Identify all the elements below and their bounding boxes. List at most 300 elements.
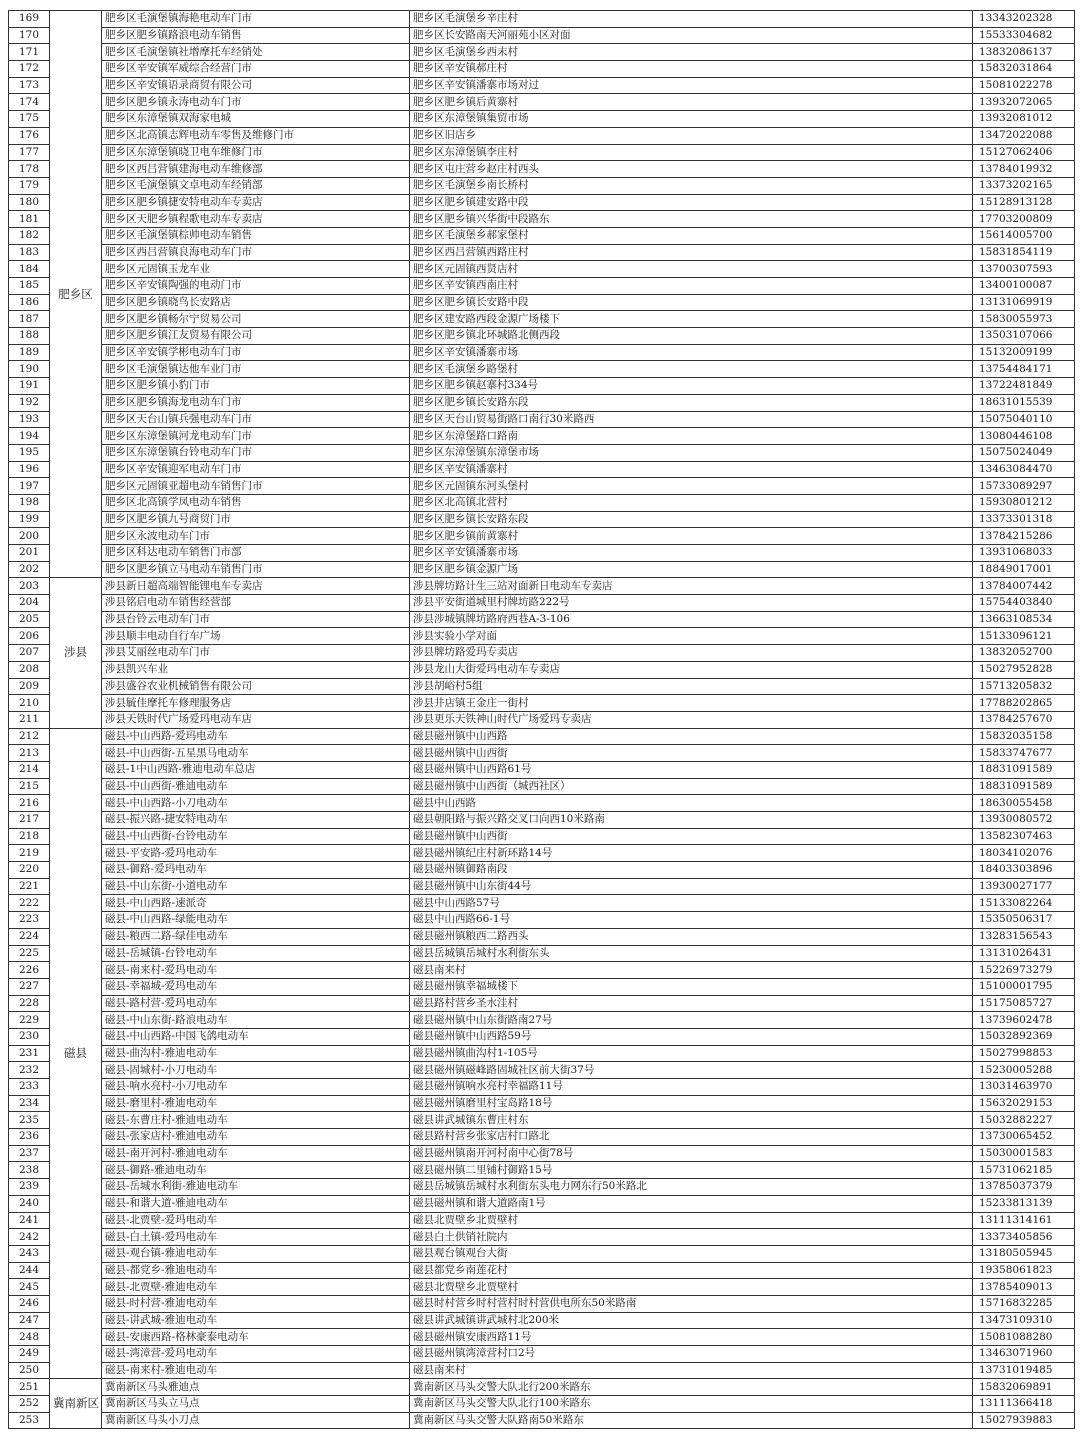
table-row — [9, 311, 1075, 328]
store-address: 磁县磁州镇曲沟村1-105号 — [410, 1045, 973, 1062]
phone-number: 13283156543 — [973, 928, 1075, 945]
store-address: 肥乡区肥乡镇长安路中段 — [410, 294, 973, 311]
table-row — [9, 177, 1075, 194]
store-address: 肥乡区肥乡镇建安路中段 — [410, 194, 973, 211]
table-row — [9, 1145, 1075, 1162]
table-row — [9, 1412, 1075, 1429]
table-row — [9, 545, 1075, 562]
store-address: 肥乡区东漳堡镇李庄村 — [410, 144, 973, 161]
row-number: 245 — [9, 1279, 50, 1296]
phone-number: 13080446108 — [973, 428, 1075, 445]
store-name: 磁县-中山西街-台铃电动车 — [102, 828, 410, 845]
row-number: 176 — [9, 127, 50, 144]
phone-number: 13722481849 — [973, 378, 1075, 395]
store-name: 涉县艾丽丝电动车门市 — [102, 645, 410, 662]
table-row — [9, 144, 1075, 161]
district-cell: 冀南新区 — [50, 1379, 102, 1429]
store-name: 磁县-振兴路-捷安特电动车 — [102, 812, 410, 829]
store-address: 磁县朝阳路与振兴路交叉口向西10米路南 — [410, 812, 973, 829]
store-address: 磁县磁州镇中山东街44号 — [410, 878, 973, 895]
phone-number: 15833747677 — [973, 745, 1075, 762]
store-address: 肥乡区辛安镇郝庄村 — [410, 61, 973, 78]
table-row — [9, 795, 1075, 812]
row-number: 185 — [9, 278, 50, 295]
store-address: 冀南新区马头交警大队路南50米路东 — [410, 1412, 973, 1429]
phone-number: 15832069891 — [973, 1379, 1075, 1396]
row-number: 246 — [9, 1295, 50, 1312]
store-name: 磁县-南来村-爱玛电动车 — [102, 962, 410, 979]
table-row — [9, 344, 1075, 361]
store-address: 肥乡区东漳堡路口路南 — [410, 428, 973, 445]
phone-number: 13373202165 — [973, 177, 1075, 194]
table-row — [9, 411, 1075, 428]
table-row — [9, 194, 1075, 211]
row-number: 232 — [9, 1062, 50, 1079]
table-row — [9, 1179, 1075, 1196]
table-row — [9, 61, 1075, 78]
row-number: 210 — [9, 695, 50, 712]
store-name: 磁县-御路-雅迪电动车 — [102, 1162, 410, 1179]
table-row — [9, 628, 1075, 645]
table-row — [9, 761, 1075, 778]
store-address: 肥乡区辛安镇西南庄村 — [410, 278, 973, 295]
store-address: 磁县北贾壁乡北贾壁村 — [410, 1279, 973, 1296]
row-number: 240 — [9, 1195, 50, 1212]
store-address: 肥乡区肥乡镇前黄寨村 — [410, 528, 973, 545]
table-row — [9, 494, 1075, 511]
phone-number: 15632029153 — [973, 1095, 1075, 1112]
store-address: 磁县观台镇观台大街 — [410, 1245, 973, 1262]
table-row — [9, 778, 1075, 795]
store-name: 肥乡区肥乡镇畅尔宁贸易公司 — [102, 311, 410, 328]
row-number: 244 — [9, 1262, 50, 1279]
row-number: 179 — [9, 177, 50, 194]
district-cell: 肥乡区 — [50, 11, 102, 578]
store-address: 磁县磁州镇中山西街（城西社区） — [410, 778, 973, 795]
store-name: 肥乡区肥乡镇海龙电动车门市 — [102, 394, 410, 411]
row-number: 170 — [9, 27, 50, 44]
store-address: 肥乡区长安路南天河丽苑小区对面 — [410, 27, 973, 44]
phone-number: 13131026431 — [973, 945, 1075, 962]
table-row — [9, 461, 1075, 478]
table-row — [9, 878, 1075, 895]
store-name: 肥乡区辛安镇迎军电动车门市 — [102, 461, 410, 478]
store-name: 磁县-观台镇-雅迪电动车 — [102, 1245, 410, 1262]
table-row — [9, 661, 1075, 678]
table-row — [9, 44, 1075, 61]
store-name: 肥乡区东漳堡镇河龙电动车门市 — [102, 428, 410, 445]
store-address: 肥乡区元固镇东河头堡村 — [410, 478, 973, 495]
row-number: 231 — [9, 1045, 50, 1062]
phone-number: 15533304682 — [973, 27, 1075, 44]
table-row — [9, 1312, 1075, 1329]
table-row — [9, 161, 1075, 178]
store-name: 磁县-中山西路-爱玛电动车 — [102, 728, 410, 745]
store-address: 肥乡区肥乡镇北环城路北侧西段 — [410, 328, 973, 345]
row-number: 178 — [9, 161, 50, 178]
store-name: 磁县-安康西路-格林豪泰电动车 — [102, 1329, 410, 1346]
phone-number: 15830055973 — [973, 311, 1075, 328]
phone-number: 13582307463 — [973, 828, 1075, 845]
row-number: 241 — [9, 1212, 50, 1229]
store-name: 磁县-御路-爱玛电动车 — [102, 862, 410, 879]
store-address: 肥乡区元固镇西贤店村 — [410, 261, 973, 278]
store-name: 肥乡区肥乡镇小豹门市 — [102, 378, 410, 395]
store-name: 磁县-中山西街-五星黑马电动车 — [102, 745, 410, 762]
phone-number: 13463071960 — [973, 1346, 1075, 1363]
row-number: 194 — [9, 428, 50, 445]
store-address: 磁县岳城镇岳城村水利街东头 — [410, 945, 973, 962]
phone-number: 13343202328 — [973, 11, 1075, 28]
phone-number: 15713205832 — [973, 678, 1075, 695]
table-row — [9, 361, 1075, 378]
row-number: 238 — [9, 1162, 50, 1179]
store-name: 磁县-中山西路-速派奇 — [102, 895, 410, 912]
row-number: 196 — [9, 461, 50, 478]
phone-number: 15075024049 — [973, 444, 1075, 461]
table-row — [9, 595, 1075, 612]
table-row — [9, 1028, 1075, 1045]
phone-number: 18831091589 — [973, 761, 1075, 778]
row-number: 175 — [9, 111, 50, 128]
store-name: 肥乡区毛演堡镇棕帅电动车销售 — [102, 227, 410, 244]
phone-number: 18034102076 — [973, 845, 1075, 862]
phone-number: 13503107066 — [973, 328, 1075, 345]
row-number: 237 — [9, 1145, 50, 1162]
row-number: 213 — [9, 745, 50, 762]
store-address: 涉县实验小学对面 — [410, 628, 973, 645]
phone-number: 13784007442 — [973, 578, 1075, 595]
phone-number: 13931068033 — [973, 545, 1075, 562]
store-name: 肥乡区永波电动车门市 — [102, 528, 410, 545]
dealer-table-body — [9, 11, 1075, 1429]
table-row — [9, 962, 1075, 979]
store-address: 肥乡区肥乡镇兴华街中段路东 — [410, 211, 973, 228]
store-address: 涉县牌坊路计生三站对面新日电动车专卖店 — [410, 578, 973, 595]
phone-number: 15032882227 — [973, 1112, 1075, 1129]
store-name: 肥乡区西吕营镇良海电动车门市 — [102, 244, 410, 261]
row-number: 235 — [9, 1112, 50, 1129]
store-name: 肥乡区辛安镇学彬电动车门市 — [102, 344, 410, 361]
phone-number: 13784257670 — [973, 711, 1075, 728]
row-number: 198 — [9, 494, 50, 511]
table-row — [9, 244, 1075, 261]
table-row — [9, 995, 1075, 1012]
phone-number: 15133082264 — [973, 895, 1075, 912]
table-row — [9, 578, 1075, 595]
store-address: 磁县磁州镇中山东街路南27号 — [410, 1012, 973, 1029]
store-address: 肥乡区肥乡镇长安路东段 — [410, 511, 973, 528]
store-address: 磁县北贾壁乡北贾壁村 — [410, 1212, 973, 1229]
phone-number: 15030001583 — [973, 1145, 1075, 1162]
table-row — [9, 1279, 1075, 1296]
store-name: 肥乡区东漳堡镇双海家电城 — [102, 111, 410, 128]
phone-number: 15832035158 — [973, 728, 1075, 745]
store-address: 磁县岳城镇岳城村水利街东头电力网东行50米路北 — [410, 1179, 973, 1196]
store-address: 磁县磁州镇幸福城楼下 — [410, 978, 973, 995]
row-number: 220 — [9, 862, 50, 879]
row-number: 195 — [9, 444, 50, 461]
table-row — [9, 812, 1075, 829]
phone-number: 15075040110 — [973, 411, 1075, 428]
table-row — [9, 1079, 1075, 1096]
store-name: 肥乡区东漳堡镇晓卫电车维修门市 — [102, 144, 410, 161]
dealer-list-sheet — [8, 10, 1074, 1429]
store-name: 磁县-1中山西路-雅迪电动车总店 — [102, 761, 410, 778]
store-name: 涉县天铁时代广场爱玛电动车店 — [102, 711, 410, 728]
store-name: 磁县-中山东街-路浪电动车 — [102, 1012, 410, 1029]
phone-number: 15175085727 — [973, 995, 1075, 1012]
store-name: 涉县凯兴车业 — [102, 661, 410, 678]
store-address: 肥乡区辛安镇潘寨村 — [410, 461, 973, 478]
phone-number: 15032892369 — [973, 1028, 1075, 1045]
row-number: 188 — [9, 328, 50, 345]
store-address: 磁县中山西路 — [410, 795, 973, 812]
phone-number: 13031463970 — [973, 1079, 1075, 1096]
table-row — [9, 728, 1075, 745]
store-address: 涉县平安街道城里村牌坊路222号 — [410, 595, 973, 612]
store-name: 肥乡区肥乡镇晓鸟长安路店 — [102, 294, 410, 311]
store-address: 磁县中山西路57号 — [410, 895, 973, 912]
phone-number: 17703200809 — [973, 211, 1075, 228]
phone-number: 13111314161 — [973, 1212, 1075, 1229]
row-number: 200 — [9, 528, 50, 545]
table-row — [9, 645, 1075, 662]
store-address: 磁县磁州镇南开河村南中心街78号 — [410, 1145, 973, 1162]
phone-number: 15731062185 — [973, 1162, 1075, 1179]
store-name: 涉县顺丰电动自行车广场 — [102, 628, 410, 645]
phone-number: 15831854119 — [973, 244, 1075, 261]
phone-number: 13930027177 — [973, 878, 1075, 895]
row-number: 192 — [9, 394, 50, 411]
store-name: 磁县-岳城镇-台铃电动车 — [102, 945, 410, 962]
table-row — [9, 1095, 1075, 1112]
row-number: 249 — [9, 1346, 50, 1363]
store-address: 肥乡区肥乡镇金源广场 — [410, 561, 973, 578]
table-row — [9, 945, 1075, 962]
phone-number: 18403303896 — [973, 862, 1075, 879]
phone-number: 13739602478 — [973, 1012, 1075, 1029]
store-address: 磁县讲武城镇讲武城村北200米 — [410, 1312, 973, 1329]
table-row — [9, 711, 1075, 728]
table-row — [9, 111, 1075, 128]
row-number: 221 — [9, 878, 50, 895]
row-number: 209 — [9, 678, 50, 695]
phone-number: 13785409013 — [973, 1279, 1075, 1296]
store-name: 磁县-湾漳营-爱玛电动车 — [102, 1346, 410, 1363]
phone-number: 15133096121 — [973, 628, 1075, 645]
table-row — [9, 1195, 1075, 1212]
row-number: 234 — [9, 1095, 50, 1112]
store-address: 冀南新区马头交警大队北行200米路东 — [410, 1379, 973, 1396]
table-row — [9, 511, 1075, 528]
table-row — [9, 1045, 1075, 1062]
store-name: 肥乡区北高镇学凤电动车销售 — [102, 494, 410, 511]
row-number: 180 — [9, 194, 50, 211]
row-number: 203 — [9, 578, 50, 595]
store-address: 肥乡区北高镇北营村 — [410, 494, 973, 511]
phone-number: 15832031864 — [973, 61, 1075, 78]
row-number: 242 — [9, 1229, 50, 1246]
phone-number: 15081022278 — [973, 77, 1075, 94]
store-name: 肥乡区西吕营镇建海电动车维修部 — [102, 161, 410, 178]
table-row — [9, 745, 1075, 762]
row-number: 248 — [9, 1329, 50, 1346]
store-address: 肥乡区肥乡镇后黄寨村 — [410, 94, 973, 111]
table-row — [9, 77, 1075, 94]
table-row — [9, 1329, 1075, 1346]
row-number: 201 — [9, 545, 50, 562]
store-name: 磁县-磨里村-雅迪电动车 — [102, 1095, 410, 1112]
store-address: 磁县磁州镇二里铺村御路15号 — [410, 1162, 973, 1179]
store-name: 肥乡区辛安镇语录商贸有限公司 — [102, 77, 410, 94]
store-address: 磁县磁州镇响水亮村幸福路11号 — [410, 1079, 973, 1096]
store-name: 肥乡区元固镇玉龙车业 — [102, 261, 410, 278]
store-address: 磁县磁州镇安康西路11号 — [410, 1329, 973, 1346]
table-row — [9, 1262, 1075, 1279]
row-number: 250 — [9, 1362, 50, 1379]
store-address: 磁县都党乡南莲花村 — [410, 1262, 973, 1279]
store-name: 肥乡区天肥乡镇程歌电动车专卖店 — [102, 211, 410, 228]
phone-number: 13832086137 — [973, 44, 1075, 61]
phone-number: 18831091589 — [973, 778, 1075, 795]
store-name: 肥乡区毛演堡镇社增摩托车经销处 — [102, 44, 410, 61]
store-name: 磁县-讲武城-雅迪电动车 — [102, 1312, 410, 1329]
phone-number: 15754403840 — [973, 595, 1075, 612]
table-row — [9, 1012, 1075, 1029]
table-row — [9, 845, 1075, 862]
row-number: 183 — [9, 244, 50, 261]
table-row — [9, 127, 1075, 144]
row-number: 173 — [9, 77, 50, 94]
table-row — [9, 1229, 1075, 1246]
phone-number: 15733089297 — [973, 478, 1075, 495]
row-number: 226 — [9, 962, 50, 979]
row-number: 229 — [9, 1012, 50, 1029]
row-number: 227 — [9, 978, 50, 995]
phone-number: 13832052700 — [973, 645, 1075, 662]
table-row — [9, 444, 1075, 461]
store-name: 磁县-白土镇-爱玛电动车 — [102, 1229, 410, 1246]
row-number: 193 — [9, 411, 50, 428]
phone-number: 15350506317 — [973, 912, 1075, 929]
store-address: 肥乡区东漳堡镇东漳堡市场 — [410, 444, 973, 461]
table-row — [9, 1112, 1075, 1129]
store-address: 肥乡区西吕营镇西路庄村 — [410, 244, 973, 261]
phone-number: 15027939883 — [973, 1412, 1075, 1429]
store-address: 磁县讲武城镇东曹庄村东 — [410, 1112, 973, 1129]
phone-number: 13373405856 — [973, 1229, 1075, 1246]
store-address: 磁县磁州镇中山西街 — [410, 828, 973, 845]
dealer-table — [8, 10, 1075, 1429]
phone-number: 15027952828 — [973, 661, 1075, 678]
row-number: 207 — [9, 645, 50, 662]
table-row — [9, 428, 1075, 445]
phone-number: 15128913128 — [973, 194, 1075, 211]
store-name: 涉县盛谷农业机械销售有限公司 — [102, 678, 410, 695]
store-name: 肥乡区东漳堡镇台铃电动车门市 — [102, 444, 410, 461]
store-name: 磁县-粮西二路-绿佳电动车 — [102, 928, 410, 945]
phone-number: 13180505945 — [973, 1245, 1075, 1262]
store-address: 肥乡区东漳堡镇集贸市场 — [410, 111, 973, 128]
row-number: 243 — [9, 1245, 50, 1262]
table-row — [9, 695, 1075, 712]
phone-number: 15027998853 — [973, 1045, 1075, 1062]
row-number: 189 — [9, 344, 50, 361]
row-number: 253 — [9, 1412, 50, 1429]
table-row — [9, 1295, 1075, 1312]
store-address: 磁县路村营乡圣水洼村 — [410, 995, 973, 1012]
phone-number: 13754484171 — [973, 361, 1075, 378]
table-row — [9, 294, 1075, 311]
row-number: 228 — [9, 995, 50, 1012]
row-number: 184 — [9, 261, 50, 278]
phone-number: 15230005288 — [973, 1062, 1075, 1079]
row-number: 218 — [9, 828, 50, 845]
table-row — [9, 978, 1075, 995]
phone-number: 18631015539 — [973, 394, 1075, 411]
store-name: 肥乡区毛演堡镇达他车业门市 — [102, 361, 410, 378]
row-number: 190 — [9, 361, 50, 378]
row-number: 182 — [9, 227, 50, 244]
store-name: 磁县-中山西路-小刀电动车 — [102, 795, 410, 812]
store-address: 涉县涉城镇牌坊路府西巷A-3-106 — [410, 611, 973, 628]
table-row — [9, 278, 1075, 295]
store-name: 肥乡区辛安镇军威综合经营门市 — [102, 61, 410, 78]
store-name: 肥乡区北高镇志辉电动车零售及维修门市 — [102, 127, 410, 144]
phone-number: 13472022088 — [973, 127, 1075, 144]
store-address: 磁县南来村 — [410, 1362, 973, 1379]
store-address: 磁县磁州镇纪庄村新环路14号 — [410, 845, 973, 862]
store-name: 肥乡区肥乡镇江友贸易有限公司 — [102, 328, 410, 345]
table-row — [9, 678, 1075, 695]
store-name: 涉县毓佳摩托车修理服务店 — [102, 695, 410, 712]
store-name: 肥乡区天台山镇兵强电动车门市 — [102, 411, 410, 428]
row-number: 169 — [9, 11, 50, 28]
phone-number: 13400100087 — [973, 278, 1075, 295]
store-name: 磁县-中山西街-雅迪电动车 — [102, 778, 410, 795]
store-name: 肥乡区肥乡镇九号商贸门市 — [102, 511, 410, 528]
row-number: 212 — [9, 728, 50, 745]
row-number: 205 — [9, 611, 50, 628]
row-number: 217 — [9, 812, 50, 829]
table-row — [9, 1212, 1075, 1229]
store-name: 磁县-幸福城-爱玛电动车 — [102, 978, 410, 995]
store-address: 磁县磁州镇中山西路59号 — [410, 1028, 973, 1045]
store-name: 涉县台铃云电动车门市 — [102, 611, 410, 628]
district-cell: 磁县 — [50, 728, 102, 1379]
store-address: 涉县更乐天铁神山时代广场爱玛专卖店 — [410, 711, 973, 728]
store-name: 磁县-路村营-爱玛电动车 — [102, 995, 410, 1012]
row-number: 174 — [9, 94, 50, 111]
table-row — [9, 1062, 1075, 1079]
store-address: 磁县白土供销社院内 — [410, 1229, 973, 1246]
store-address: 涉县龙山大街爱玛电动车专卖店 — [410, 661, 973, 678]
row-number: 191 — [9, 378, 50, 395]
phone-number: 13784019932 — [973, 161, 1075, 178]
row-number: 222 — [9, 895, 50, 912]
phone-number: 13111366418 — [973, 1396, 1075, 1413]
row-number: 251 — [9, 1379, 50, 1396]
store-address: 肥乡区肥乡镇赵寨村334号 — [410, 378, 973, 395]
store-address: 肥乡区屯庄营乡赵庄村西头 — [410, 161, 973, 178]
store-address: 磁县路村营乡张家店村口路北 — [410, 1129, 973, 1146]
phone-number: 15100001795 — [973, 978, 1075, 995]
store-address: 磁县磁州镇磨里村宝岛路18号 — [410, 1095, 973, 1112]
row-number: 186 — [9, 294, 50, 311]
store-name: 涉县新日超高端智能锂电车专卖店 — [102, 578, 410, 595]
store-name: 冀南新区马头立马点 — [102, 1396, 410, 1413]
